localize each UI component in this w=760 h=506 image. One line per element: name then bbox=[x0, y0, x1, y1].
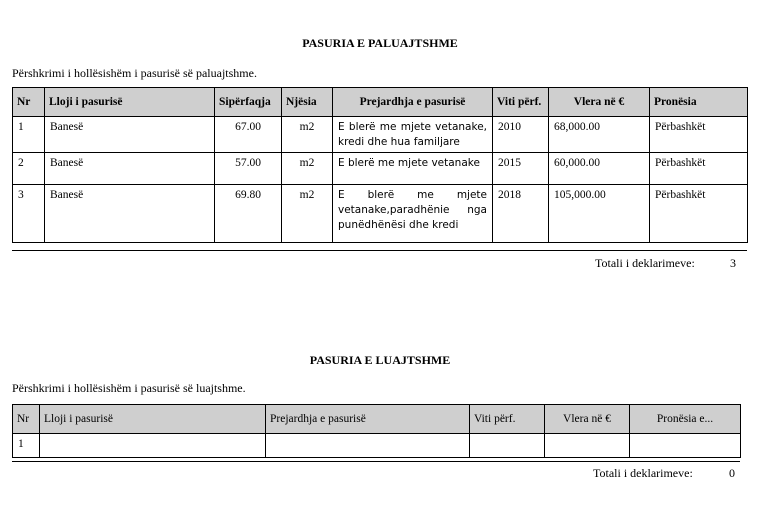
cell-year: 2018 bbox=[493, 185, 549, 243]
cell-nr: 2 bbox=[13, 153, 45, 185]
col-header-year: Viti përf. bbox=[493, 88, 549, 117]
table-row bbox=[13, 153, 748, 185]
cell-value: 105,000.00 bbox=[549, 185, 650, 243]
cell-unit: m2 bbox=[282, 185, 333, 243]
col-header-type: Lloji i pasurisë bbox=[45, 88, 215, 117]
cell-nr: 1 bbox=[13, 117, 45, 153]
cell-value: 68,000.00 bbox=[549, 117, 650, 153]
cell-ownership: Përbashkët bbox=[650, 185, 748, 243]
col-header-ownership: Pronësia bbox=[650, 88, 748, 117]
cell-year bbox=[470, 434, 545, 458]
table-row bbox=[13, 434, 741, 458]
cell-type bbox=[40, 434, 266, 458]
col-header-unit: Njësia bbox=[282, 88, 333, 117]
cell-value bbox=[545, 434, 630, 458]
movable-section-title: PASURIA E LUAJTSHME bbox=[309, 353, 451, 367]
cell-area: 67.00 bbox=[215, 117, 282, 153]
cell-origin bbox=[266, 434, 470, 458]
col-header-area: Sipërfaqja bbox=[215, 88, 282, 117]
immovable-total-value: 3 bbox=[730, 256, 736, 270]
immovable-total-label: Totali i deklarimeve: bbox=[595, 256, 695, 270]
col-header-origin: Prejardhja e pasurisë bbox=[266, 405, 470, 434]
immovable-section-title: PASURIA E PALUAJTSHME bbox=[302, 36, 458, 50]
cell-ownership: Përbashkët bbox=[650, 117, 748, 153]
cell-type: Banesë bbox=[45, 117, 215, 153]
cell-ownership bbox=[630, 434, 741, 458]
col-header-ownership: Pronësia e... bbox=[630, 405, 741, 434]
col-header-value: Vlera në € bbox=[549, 88, 650, 117]
movable-total-label: Totali i deklarimeve: bbox=[593, 466, 693, 480]
cell-unit: m2 bbox=[282, 117, 333, 153]
cell-year: 2010 bbox=[493, 117, 549, 153]
immovable-description: Përshkrimi i hollësishëm i pasurisë së paluajtshme. bbox=[12, 66, 257, 80]
table-header-row bbox=[13, 405, 741, 434]
cell-area: 57.00 bbox=[215, 153, 282, 185]
col-header-origin: Prejardhja e pasurisë bbox=[333, 88, 493, 117]
col-header-value: Vlera në € bbox=[545, 405, 630, 434]
immovable-property-table bbox=[12, 87, 748, 243]
table-bottom-rule bbox=[12, 250, 747, 251]
cell-value: 60,000.00 bbox=[549, 153, 650, 185]
cell-type: Banesë bbox=[45, 153, 215, 185]
table-row bbox=[13, 185, 748, 243]
col-header-nr: Nr bbox=[13, 405, 40, 434]
cell-area: 69.80 bbox=[215, 185, 282, 243]
movable-total-value: 0 bbox=[729, 466, 735, 480]
table-bottom-rule bbox=[12, 461, 740, 462]
cell-nr: 1 bbox=[13, 434, 40, 458]
table-header-row bbox=[13, 88, 748, 117]
col-header-type: Lloji i pasurisë bbox=[40, 405, 266, 434]
cell-ownership: Përbashkët bbox=[650, 153, 748, 185]
cell-unit: m2 bbox=[282, 153, 333, 185]
movable-property-table bbox=[12, 404, 741, 458]
cell-origin: E blerë me mjete vetanake bbox=[333, 153, 493, 185]
movable-description: Përshkrimi i hollësishëm i pasurisë së luajtshme. bbox=[12, 381, 246, 395]
cell-origin: E blerë me mjete vetanake,paradhënie nga punëdhënësi dhe kredi bbox=[333, 185, 493, 243]
table-row bbox=[13, 117, 748, 153]
col-header-nr: Nr bbox=[13, 88, 45, 117]
cell-nr: 3 bbox=[13, 185, 45, 243]
cell-type: Banesë bbox=[45, 185, 215, 243]
col-header-year: Viti përf. bbox=[470, 405, 545, 434]
cell-origin: E blerë me mjete vetanake, kredi dhe hua familjare bbox=[333, 117, 493, 153]
cell-year: 2015 bbox=[493, 153, 549, 185]
